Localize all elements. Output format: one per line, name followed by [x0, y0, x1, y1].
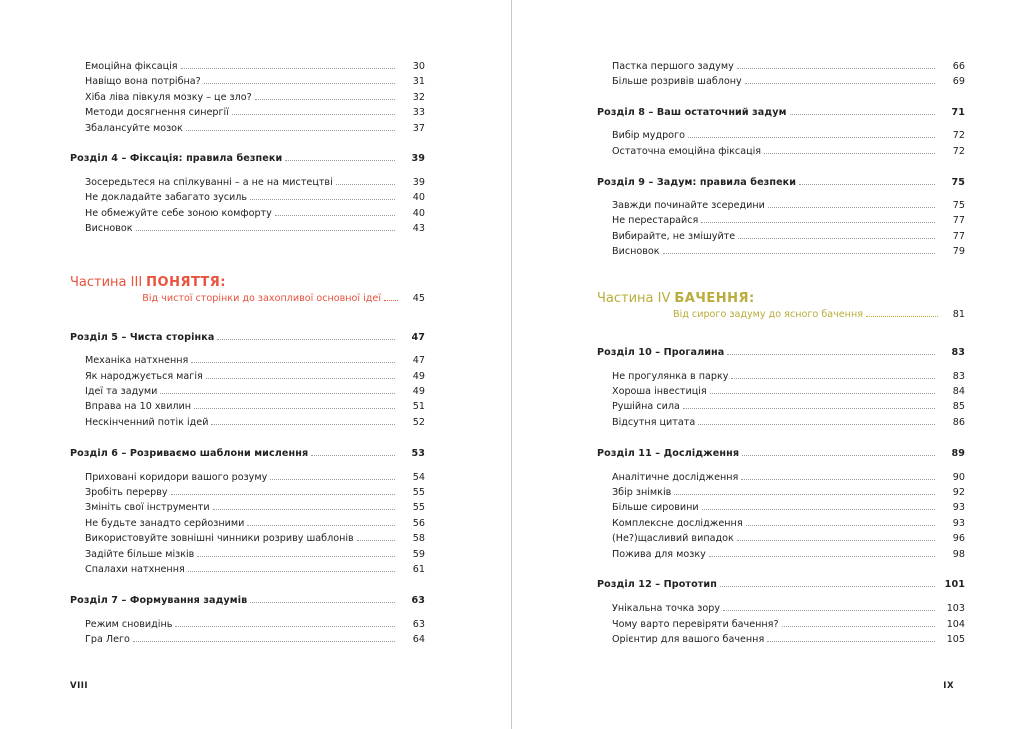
- entry-title: Унікальна точка зору: [612, 603, 721, 614]
- toc-entry: [70, 192, 425, 204]
- entry-title: Хіба ліва півкуля мозку – це зло?: [85, 92, 252, 103]
- toc-entry: [70, 518, 425, 530]
- entry-title: Аналітичне дослідження: [612, 472, 739, 483]
- entry-title: Пожива для мозку: [612, 549, 706, 560]
- entry-title: Нескінченний потік ідей: [85, 417, 209, 428]
- entry-page: 47: [412, 355, 425, 366]
- entry-title: Завжди починайте зсередини: [612, 200, 765, 211]
- toc-entry: [70, 208, 425, 220]
- entry-page: 33: [412, 107, 425, 118]
- entry-title: Механіка натхнення: [85, 355, 189, 366]
- entry-page: 37: [412, 123, 425, 134]
- entry-title: Орієнтир для вашого бачення: [612, 634, 765, 645]
- entry-page: 61: [412, 564, 425, 575]
- part-title: ПОНЯТТЯ:: [146, 275, 226, 290]
- entry-title: (Не?)щасливий випадок: [612, 533, 734, 544]
- entry-title: Методи досягнення синергії: [85, 107, 229, 118]
- entry-title: Змініть свої інструменти: [85, 502, 210, 513]
- toc-entry: [70, 123, 425, 135]
- toc-entry: [597, 386, 965, 398]
- toc-entry: [70, 386, 425, 398]
- entry-page: 56: [412, 518, 425, 529]
- entry-title: Не докладайте забагато зусиль: [85, 192, 248, 203]
- entry-title: Висновок: [85, 223, 133, 234]
- entry-title: Висновок: [612, 246, 660, 257]
- toc-chapter-9: [597, 177, 965, 189]
- entry-title: Задійте більше мізків: [85, 549, 195, 560]
- part-page: 45: [412, 293, 425, 304]
- entry-page: 85: [952, 401, 965, 412]
- part-page: 81: [952, 309, 965, 320]
- entry-title: Відсутня цитата: [612, 417, 696, 428]
- chapter-title: Розділ 12 – Прототип: [597, 579, 717, 590]
- toc-entry: [597, 215, 965, 227]
- toc-entry: [597, 200, 965, 212]
- chapter-title: Розділ 4 – Фіксація: правила безпеки: [70, 153, 283, 164]
- toc-entry: [70, 61, 425, 73]
- entry-page: 77: [952, 215, 965, 226]
- entry-title: Гра Лего: [85, 634, 130, 645]
- entry-page: 49: [412, 371, 425, 382]
- entry-page: 83: [952, 371, 965, 382]
- toc-entry: [597, 518, 965, 530]
- toc-chapter-8: [597, 107, 965, 119]
- entry-title: Вибирайте, не змішуйте: [612, 231, 736, 242]
- toc-entry: [70, 371, 425, 383]
- toc-entry: [597, 231, 965, 243]
- entry-title: Комплексне дослідження: [612, 518, 743, 529]
- chapter-page: 71: [951, 107, 965, 118]
- chapter-page: 63: [411, 595, 425, 606]
- entry-title: Не перестарайся: [612, 215, 699, 226]
- chapter-page: 83: [951, 347, 965, 358]
- entry-page: 103: [946, 603, 965, 614]
- toc-entry: [70, 223, 425, 235]
- entry-page: 43: [412, 223, 425, 234]
- entry-page: 58: [412, 533, 425, 544]
- entry-page: 64: [412, 634, 425, 645]
- toc-chapter-11: [597, 448, 965, 460]
- entry-page: 96: [952, 533, 965, 544]
- entry-page: 30: [412, 61, 425, 72]
- chapter-title: Розділ 8 – Ваш остаточний задум: [597, 107, 787, 118]
- entry-title: Пастка першого задуму: [612, 61, 734, 72]
- toc-entry: [597, 61, 965, 73]
- chapter-title: Розділ 5 – Чиста сторінка: [70, 332, 215, 343]
- entry-page: 55: [412, 487, 425, 498]
- entry-title: Більше сировини: [612, 502, 699, 513]
- toc-entry: [70, 417, 425, 429]
- toc-entry: [70, 355, 425, 367]
- entry-page: 69: [952, 76, 965, 87]
- toc-entry: [70, 619, 425, 631]
- chapter-page: 39: [411, 153, 425, 164]
- entry-page: 84: [952, 386, 965, 397]
- toc-entry: [597, 603, 965, 615]
- toc-entry: [70, 107, 425, 119]
- entry-title: Навіщо вона потрібна?: [85, 76, 201, 87]
- toc-entry: [597, 619, 965, 631]
- chapter-page: 101: [944, 579, 965, 590]
- entry-title: Зосередьтеся на спілкуванні – а не на мистецтві: [85, 177, 333, 188]
- toc-entry: [70, 76, 425, 88]
- chapter-page: 47: [411, 332, 425, 343]
- entry-title: Більше розривів шаблону: [612, 76, 742, 87]
- chapter-page: 89: [951, 448, 965, 459]
- toc-entry: [70, 401, 425, 413]
- entry-page: 40: [412, 208, 425, 219]
- entry-page: 104: [946, 619, 965, 630]
- entry-title: Зробіть перерву: [85, 487, 168, 498]
- toc-entry: [597, 246, 965, 258]
- entry-page: 90: [952, 472, 965, 483]
- toc-entry: [597, 130, 965, 142]
- entry-page: 105: [946, 634, 965, 645]
- part-3-subtitle-row: [142, 293, 425, 305]
- entry-title: Ідеї та задуми: [85, 386, 158, 397]
- part-subtitle: Від сирого задуму до ясного бачення: [673, 309, 863, 320]
- chapter-title: Розділ 11 – Дослідження: [597, 448, 740, 459]
- part-label: Частина IV: [597, 291, 671, 306]
- entry-page: 79: [952, 246, 965, 257]
- toc-chapter-5: [70, 332, 425, 344]
- entry-title: Не будьте занадто серйозними: [85, 518, 245, 529]
- entry-page: 93: [952, 502, 965, 513]
- entry-page: 77: [952, 231, 965, 242]
- toc-entry: [70, 177, 425, 189]
- entry-title: Емоційна фіксація: [85, 61, 178, 72]
- entry-title: Вибір мудрого: [612, 130, 685, 141]
- part-label: Частина III: [70, 275, 143, 290]
- entry-title: Режим сновидінь: [85, 619, 173, 630]
- page-number-right: IX: [943, 681, 954, 691]
- chapter-title: Розділ 9 – Задум: правила безпеки: [597, 177, 797, 188]
- part-title: БАЧЕННЯ:: [674, 291, 755, 306]
- entry-page: 59: [412, 549, 425, 560]
- part-4-subtitle-row: [673, 309, 965, 321]
- toc-entry: [597, 487, 965, 499]
- entry-page: 52: [412, 417, 425, 428]
- entry-title: Приховані коридори вашого розуму: [85, 472, 268, 483]
- toc-entry: [70, 487, 425, 499]
- entry-title: Як народжується магія: [85, 371, 203, 382]
- page-number-left: VIII: [70, 681, 89, 691]
- entry-title: Вправа на 10 хвилин: [85, 401, 192, 412]
- entry-page: 32: [412, 92, 425, 103]
- part-3-heading: [70, 275, 226, 291]
- toc-entry: [597, 502, 965, 514]
- entry-page: 93: [952, 518, 965, 529]
- toc-chapter-7: [70, 595, 425, 607]
- toc-chapter-12: [597, 579, 965, 591]
- entry-page: 98: [952, 549, 965, 560]
- toc-entry: [70, 564, 425, 576]
- entry-page: 63: [412, 619, 425, 630]
- toc-entry: [597, 146, 965, 158]
- chapter-title: Розділ 6 – Розриваємо шаблони мислення: [70, 448, 309, 459]
- entry-title: Використовуйте зовнішні чинники розриву шаблонів: [85, 533, 354, 544]
- toc-entry: [70, 92, 425, 104]
- toc-chapter-6: [70, 448, 425, 460]
- toc-entry: [597, 634, 965, 646]
- part-subtitle: Від чистої сторінки до захопливої основної ідеї: [142, 293, 381, 304]
- toc-entry: [70, 634, 425, 646]
- entry-page: 92: [952, 487, 965, 498]
- entry-title: Спалахи натхнення: [85, 564, 185, 575]
- entry-page: 51: [412, 401, 425, 412]
- entry-title: Хороша інвестиція: [612, 386, 707, 397]
- entry-title: Остаточна емоційна фіксація: [612, 146, 762, 157]
- toc-chapter-4: [70, 153, 425, 165]
- entry-page: 86: [952, 417, 965, 428]
- chapter-title: Розділ 10 – Прогалина: [597, 347, 725, 358]
- toc-entry: [70, 549, 425, 561]
- toc-entry: [70, 533, 425, 545]
- entry-title: Збалансуйте мозок: [85, 123, 183, 134]
- entry-title: Рушійна сила: [612, 401, 680, 412]
- entry-title: Не обмежуйте себе зоною комфорту: [85, 208, 272, 219]
- right-page: [512, 0, 1024, 729]
- entry-page: 49: [412, 386, 425, 397]
- entry-title: Збір знімків: [612, 487, 672, 498]
- toc-entry: [597, 401, 965, 413]
- entry-page: 40: [412, 192, 425, 203]
- entry-page: 39: [412, 177, 425, 188]
- toc-entry: [597, 417, 965, 429]
- toc-entry: [70, 472, 425, 484]
- chapter-title: Розділ 7 – Формування задумів: [70, 595, 248, 606]
- chapter-page: 53: [411, 448, 425, 459]
- chapter-page: 75: [951, 177, 965, 188]
- entry-title: Чому варто перевіряти бачення?: [612, 619, 779, 630]
- entry-page: 75: [952, 200, 965, 211]
- toc-entry: [70, 502, 425, 514]
- entry-page: 72: [952, 146, 965, 157]
- entry-title: Не прогулянка в парку: [612, 371, 729, 382]
- toc-entry: [597, 533, 965, 545]
- part-4-heading: [597, 291, 755, 307]
- toc-entry: [597, 549, 965, 561]
- left-page: [0, 0, 511, 729]
- entry-page: 72: [952, 130, 965, 141]
- entry-page: 54: [412, 472, 425, 483]
- entry-page: 66: [952, 61, 965, 72]
- entry-page: 31: [412, 76, 425, 87]
- toc-chapter-10: [597, 347, 965, 359]
- entry-page: 55: [412, 502, 425, 513]
- toc-entry: [597, 371, 965, 383]
- toc-entry: [597, 472, 965, 484]
- toc-entry: [597, 76, 965, 88]
